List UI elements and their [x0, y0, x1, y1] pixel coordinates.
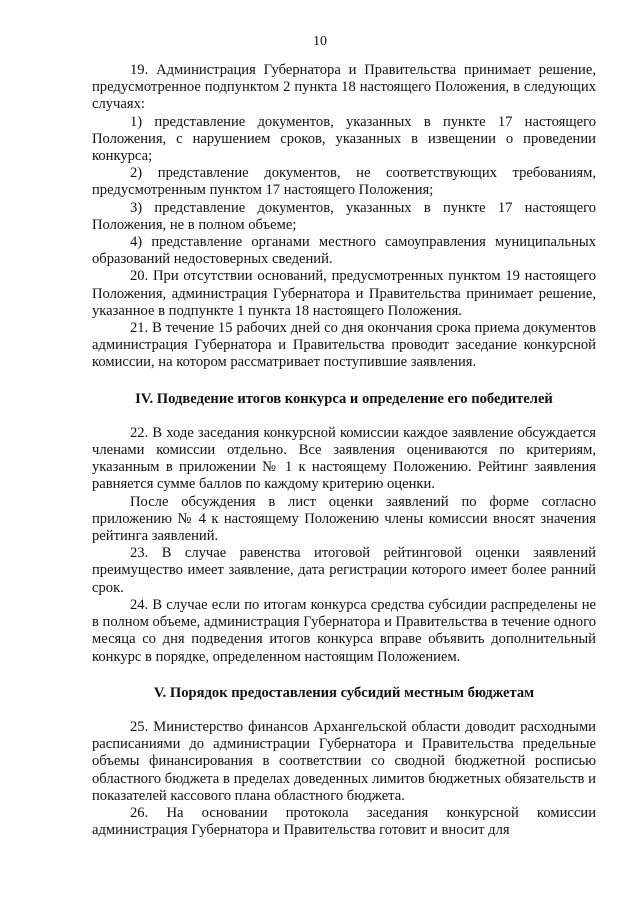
list-item-2: 2) представление документов, не соответствующих требованиям, предусмотренным пунктом 17 настоящего Положения;: [92, 165, 596, 199]
section-heading-iv: IV. Подведение итогов конкурса и определение его победителей: [135, 390, 553, 407]
section-heading-v: V. Порядок предоставления субсидий местным бюджетам: [153, 684, 535, 701]
paragraph-22-continued: После обсуждения в лист оценки заявлений по форме согласно приложению № 4 к настоящему Положению члены комиссии вносят значения рейтинга заявлений.: [92, 493, 596, 545]
paragraph-23: 23. В случае равенства итоговой рейтинговой оценки заявлений преимущество имеет заявление, дата регистрации которого имеет более ранний срок.: [92, 545, 596, 596]
list-item-3: 3) представление документов, указанных в пункте 17 настоящего Положения, не в полном объеме;: [92, 199, 596, 233]
paragraph-24: 24. В случае если по итогам конкурса средства субсидии распределены не в полном объеме, администрация Губернатора и Правительства в течение одного месяца со дня подведения итогов конкурса вправе объявить дополнительный конкурс в порядке, определенном настоящим Положением.: [92, 596, 596, 665]
page-number: 10: [313, 34, 327, 49]
document-body: [92, 62, 596, 839]
list-item-4: 4) представление органами местного самоуправления муниципальных образований недостоверных сведений.: [92, 234, 596, 268]
paragraph-20: 20. При отсутствии оснований, предусмотренных пунктом 19 настоящего Положения, администрация Губернатора и Правительства принимает решение, указанное в подпункте 1 пункта 18 настоящего Положения.: [92, 268, 596, 319]
paragraph-21: 21. В течение 15 рабочих дней со дня окончания срока приема документов администрация Губернатора и Правительства проводит заседание конкурсной комиссии, на котором рассматривает поступившие заявления.: [92, 320, 596, 371]
paragraph-25: 25. Министерство финансов Архангельской области доводит расходными расписаниями до администрации Губернатора и Правительства предельные объемы финансирования в соответствии со сводной бюджетной росписью областного бюджета в пределах доведенных лимитов бюджетных обязательств и показателей кассового плана областного бюджета.: [92, 718, 596, 804]
paragraph-26: 26. На основании протокола заседания конкурсной комиссии администрация Губернатора и Правительства готовит и вносит для: [92, 804, 596, 839]
list-item-1: 1) представление документов, указанных в пункте 17 настоящего Положения, с нарушением сроков, указанных в извещении о проведении конкурса;: [92, 113, 596, 165]
paragraph-22: 22. В ходе заседания конкурсной комиссии каждое заявление обсуждается членами комиссии отдельно. Все заявления оцениваются по критериям, указанным в приложении № 1 к настоящему Положению. Рейтинг заявления равняется сумме баллов по каждому критерию оценки.: [92, 424, 596, 493]
paragraph-19: 19. Администрация Губернатора и Правительства принимает решение, предусмотренное подпунктом 2 пункта 18 настоящего Положения, в следующих случаях:: [92, 62, 596, 113]
